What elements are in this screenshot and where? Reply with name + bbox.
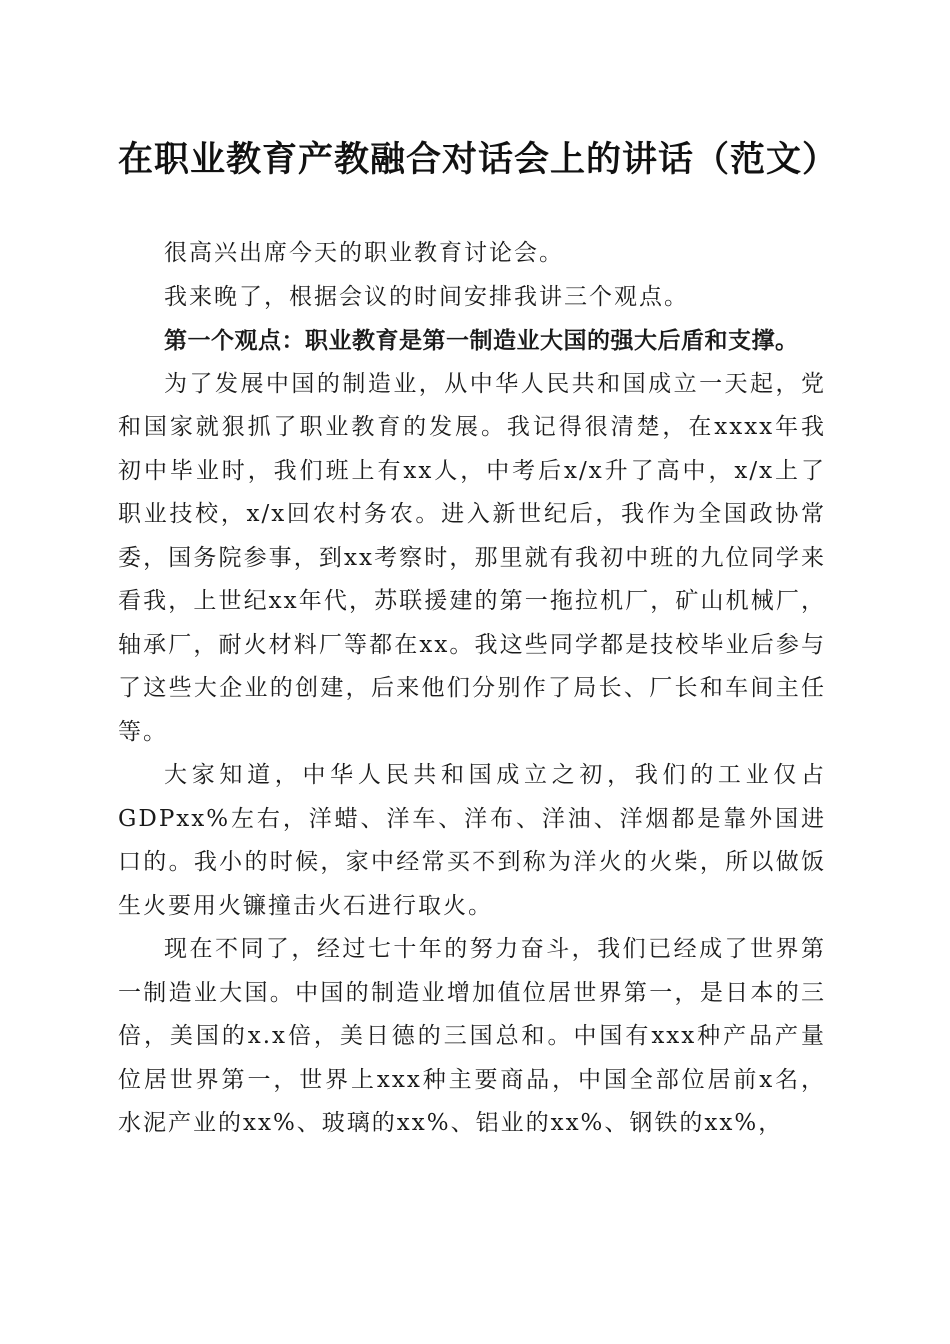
paragraph-intro: 我来晚了，根据会议的时间安排我讲三个观点。: [164, 283, 689, 310]
paragraph-history: 为了发展中国的制造业，从中华人民共和国成立一天起，党和国家就狠抓了职业教育的发展。我记得很清楚，在xxxx年我初中毕业时，我们班上有xx人，中考后x/x升了高中，x/x上了职业技校，x/x回农村务农。进入新世纪后，我作为全国政协常委，国务院参事，到xx考察时，那里就有我初中班的九位同学来看我，上世纪xx年代，苏联援建的第一拖拉机厂，矿山机械厂，轴承厂，耐火材料厂等都在xx。我这些同学都是技校毕业后参与了这些大企业的创建，后来他们分别作了局长、厂长和车间主任等。: [118, 370, 826, 745]
paragraph-industry-origin: 大家知道，中华人民共和国成立之初，我们的工业仅占GDPxx%左右，洋蜡、洋车、洋布、洋油、洋烟都是靠外国进口的。我小的时候，家中经常买不到称为洋火的火柴，所以做饭生火要用火镰撞击火石进行取火。: [118, 762, 826, 919]
document-body: [118, 232, 826, 1146]
section-heading-first-point: 第一个观点：职业教育是第一制造业大国的强大后盾和支撑。: [164, 327, 799, 354]
page-title: 在职业教育产教融合对话会上的讲话（范文）: [118, 139, 839, 180]
paragraph-manufacturing-power: 现在不同了，经过七十年的努力奋斗，我们已经成了世界第一制造业大国。中国的制造业增加值位居世界第一，是日本的三倍，美国的x.x倍，美日德的三国总和。中国有xxx种产品产量位居世界第一，世界上xxx种主要商品，中国全部位居前x名，水泥产业的xx%、玻璃的xx%、铝业的xx%、钢铁的xx%，: [118, 936, 826, 1136]
paragraph-greeting: 很高兴出席今天的职业教育讨论会。: [164, 240, 564, 266]
